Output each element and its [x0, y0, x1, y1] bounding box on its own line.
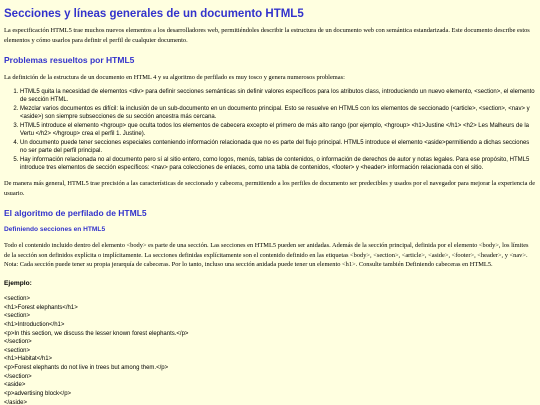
code-line: </aside> — [4, 399, 28, 405]
list-item: 4. Un documento puede tener secciones especiales conteniendo información relacionada que no es parte del flujo principal. HTML5 introduce el elemento <aside>permitiendo a dichas secciones no ser parte del perfil principal. — [20, 139, 536, 156]
problems-list — [4, 88, 536, 173]
code-line: <h1>Forest elephants</h1> — [4, 304, 78, 311]
code-example — [4, 295, 536, 405]
list-item: 1. HTML5 quita la necesidad de elementos <div> para definir secciones semánticas sin definir valores específicos para los atributos class, introduciendo un nuevo elemento, <section>, el elemento de sección HTML. — [20, 88, 536, 105]
code-line: <h1>Habitat</h1> — [4, 356, 53, 363]
code-line: <section> — [4, 347, 31, 354]
list-item: 5. Hay información relacionada no al documento pero sí al sitio entero, como logos, menús, tablas de contenidos, o información de derechos de autor y notas legales. Para ese propósito, HTML5 introduce tres elementos de sección específicos: <nav> para colecciones de enlaces, como una tabla de contenidos, <footer> y <header> información relacionada con el sitio. — [20, 156, 536, 173]
section-heading-algorithm: El algoritmo de perfilado de HTML5 — [4, 208, 147, 219]
subheading-defining-sections: Definiendo secciones en HTML5 — [4, 226, 106, 234]
code-line: </section> — [4, 339, 32, 346]
page-title: Secciones y líneas generales de un documento HTML5 — [4, 8, 304, 20]
defining-sections-paragraph: Todo el contenido incluido dentro del elemento <body> es parte de una sección. Las secciones en HTML5 pueden ser anidadas. Además de la sección principal, definida por el elemento <body>, los límites de la sección son definidos explícita o implícitamente. La secciones definidas explícitamente son el contenido definido en las etiquetas <body>, <section>, <article>, <aside>, <footer>, <header>, y <nav>. Nota: Cada sección puede tener su propia jerarquía de cabeceras. Por lo tanto, incluso una sección anidada puede tener un elemento <h1>. Consulte también Definiendo cabeceras en HTML5. — [4, 242, 529, 269]
code-line: <p>Forest elephants do not live in trees but among them.</p> — [4, 365, 169, 372]
code-line: <p>In this section, we discuss the lesser known forest elephants.</p> — [4, 330, 189, 337]
code-line: <section> — [4, 313, 31, 320]
list-item: 3. HTML5 introduce el elemento <hgroup> que oculta todos los elementos de cabecera excepto el primero de más alto rango (por ejemplo, <hgroup> <h1>Justine </h1> <h2> Les Malheurs de la Vertu </h2> </hgroup> crea el perfil 1. Justine). — [20, 122, 536, 139]
example-heading: Ejemplo: — [4, 280, 32, 288]
problems-lead: La definición de la estructura de un documento en HTML 4 y su algoritmo de perfilado es muy tosco y genera numerosos problemas: — [4, 74, 345, 82]
list-item: 2. Mezclar varios documentos es difícil: la inclusión de un sub-documento en un documento principal. Esto se resuelve en HTML5 con los elementos de seccionado (<article>, <section>, <nav> y <aside>) son siempre subsecciones de su sección ancestra más cercana. — [20, 105, 536, 122]
problems-closing: De manera más general, HTML5 trae precisión a las características de seccionado y cabecera, permitiendo a los perfiles de documento ser predecibles y usados por el navegador para mejorar la experiencia de usuario. — [4, 179, 536, 197]
code-line: <aside> — [4, 382, 26, 389]
code-line: <section> — [4, 296, 31, 303]
code-line: <p>advertising block</p> — [4, 390, 72, 397]
code-line: </section> — [4, 373, 32, 380]
section-heading-problems: Problemas resueltos por HTML5 — [4, 55, 135, 66]
intro-paragraph: La especificación HTML5 trae muchos nuevos elementos a los desarrolladores web, permitiéndoles describir la estructura de un documento web con semántica estandarizada. Este documento describe estos elementos y cómo usarlos para definir el perfil de cualquier documento. — [4, 27, 530, 44]
code-line: <h1>Introduction</h1> — [4, 321, 65, 328]
